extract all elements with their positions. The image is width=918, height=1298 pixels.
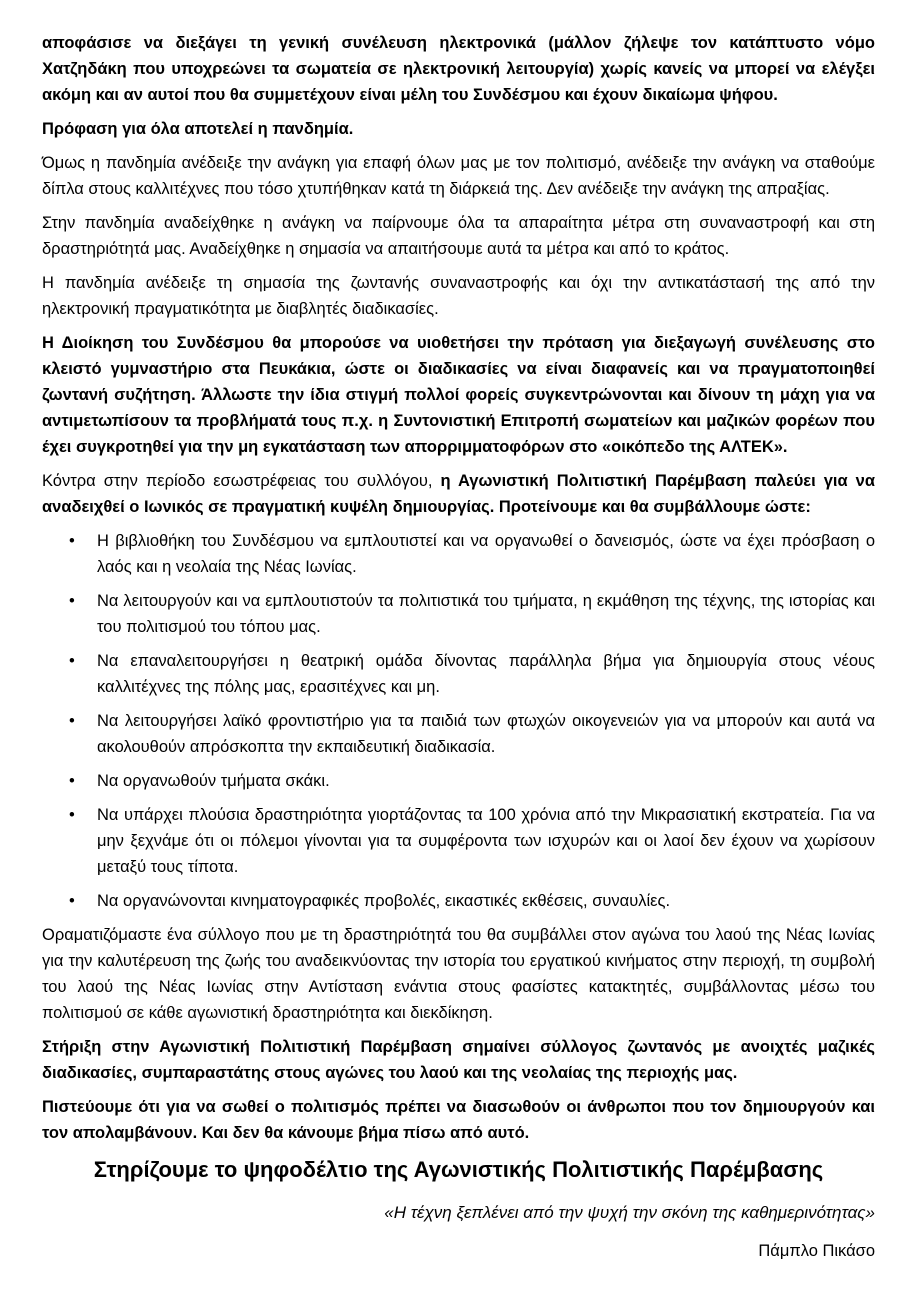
- bullet-dot-icon: •: [69, 772, 75, 790]
- bullet-item-text: Να οργανώνονται κινηματογραφικές προβολές, εικαστικές εκθέσεις, συναυλίες.: [97, 892, 671, 910]
- bullet-item-text: Να υπάρχει πλούσια δραστηριότητα γιορτάζοντας τα 100 χρόνια από την Μικρασιατική εκστρατεία. Για να μην ξεχνάμε ότι οι πόλεμοι γίνονται για τα συμφέροντα των ισχυρών και οι λαοί δεν έχουν να χωρίσουν μεταξύ τους τίποτα.: [97, 806, 875, 876]
- text-run: Οραματιζόμαστε ένα σύλλογο που με τη δραστηριότητά του θα συμβάλλει στον αγώνα του λαού της Νέας Ιωνίας για την καλυτέρευση της ζωής του αναδεικνύοντας την ιστορία του εργατικού κινήματος στην περιοχή, τη συμβολή του λαού της Νέας Ιωνίας στην Αντίσταση ενάντια στους φασίστες κατακτητές, συμβάλλοντας μέσω του πολιτισμού σε κάθε αγωνιστική δραστηριότητα και διεκδίκηση.: [42, 926, 875, 1022]
- bullet-item: [69, 528, 875, 580]
- paragraph: [42, 922, 875, 1026]
- paragraph: [42, 1034, 875, 1086]
- bullet-item: [69, 588, 875, 640]
- bullet-item: [69, 648, 875, 700]
- text-run: «Η τέχνη ξεπλένει από την ψυχή την σκόνη της καθημερινότητας»: [384, 1203, 875, 1222]
- bullet-item-text: Να επαναλειτουργήσει η θεατρική ομάδα δίνοντας παράλληλα βήμα για δημιουργία στους νέους καλλιτέχνες της πόλης μας, ερασιτέχνες και μη.: [97, 652, 875, 696]
- paragraph: [42, 30, 875, 108]
- text-run: Στηρίζουμε το ψηφοδέλτιο της Αγωνιστικής Πολιτιστικής Παρέμβασης: [93, 1157, 824, 1182]
- text-run: Πάμπλο Πικάσο: [758, 1242, 875, 1260]
- text-run: Πιστεύουμε ότι για να σωθεί ο πολιτισμός πρέπει να διασωθούν οι άνθρωποι που τον δημιουργούν και τον απολαμβάνουν. Και δεν θα κάνουμε βήμα πίσω από αυτό.: [42, 1098, 875, 1142]
- bullet-item-text: Να λειτουργούν και να εμπλουτιστούν τα πολιτιστικά του τμήματα, η εκμάθηση της τέχνης, της ιστορίας και του πολιτισμού του τόπου μας.: [97, 592, 875, 636]
- section-heading: [42, 1154, 875, 1186]
- bullet-dot-icon: •: [69, 892, 75, 910]
- paragraph: [42, 330, 875, 460]
- bullet-item-text: Να οργανωθούν τμήματα σκάκι.: [97, 772, 330, 790]
- bullet-item: [69, 708, 875, 760]
- bullet-list: [42, 528, 875, 914]
- bullet-dot-icon: •: [69, 806, 75, 824]
- paragraph: [42, 116, 875, 142]
- text-run: αποφάσισε να διεξάγει τη γενική συνέλευση ηλεκτρονικά (μάλλον ζήλεψε τον κατάπτυστο νόμο Χατζηδάκη που υποχρεώνει τα σωματεία σε ηλεκτρονική λειτουργία) χωρίς κανείς να μπορεί να ελέγξει ακόμη και αν αυτοί που θα συμμετέχουν είναι μέλη του Συνδέσμου και έχουν δικαίωμα ψήφου.: [42, 34, 875, 104]
- paragraph: [42, 270, 875, 322]
- bullet-dot-icon: •: [69, 592, 75, 610]
- bullet-item-text: Να λειτουργήσει λαϊκό φροντιστήριο για τα παιδιά των φτωχών οικογενειών για να μπορούν και αυτά να ακολουθούν απρόσκοπτα την εκπαιδευτική διαδικασία.: [97, 712, 875, 756]
- bullet-item: [69, 802, 875, 880]
- quote-line: [42, 1200, 875, 1226]
- text-run: η Αγωνιστική Πολιτιστική Παρέμβαση παλεύει για να αναδειχθεί ο Ιωνικός σε πραγματική κυψέλη δημιουργίας. Προτείνουμε και θα συμβάλλουμε ώστε:: [42, 472, 875, 516]
- text-run: Στήριξη στην Αγωνιστική Πολιτιστική Παρέμβαση σημαίνει σύλλογος ζωντανός με ανοιχτές μαζικές διαδικασίες, συμπαραστάτης στους αγώνες του λαού και της νεολαίας της περιοχής μας.: [42, 1038, 875, 1082]
- text-run: Όμως η πανδημία ανέδειξε την ανάγκη για επαφή όλων μας με τον πολιτισμό, ανέδειξε την ανάγκη να σταθούμε δίπλα στους καλλιτέχνες που τόσο χτυπήθηκαν κατά τη διάρκειά της. Δεν ανέδειξε την ανάγκη της απραξίας.: [42, 154, 875, 198]
- paragraph: [42, 210, 875, 262]
- paragraph: [42, 468, 875, 520]
- bullet-dot-icon: •: [69, 532, 75, 550]
- text-run: Στην πανδημία αναδείχθηκε η ανάγκη να παίρνουμε όλα τα απαραίτητα μέτρα στη συναναστροφή και στη δραστηριότητά μας. Αναδείχθηκε η σημασία να απαιτήσουμε αυτά τα μέτρα και από το κράτος.: [42, 214, 875, 258]
- bullet-item: [69, 768, 875, 794]
- text-run: Η Διοίκηση του Συνδέσμου θα μπορούσε να υιοθετήσει την πρόταση για διεξαγωγή συνέλευσης στο κλειστό γυμναστήριο στα Πευκάκια, ώστε οι διαδικασίες να είναι διαφανείς και να πραγματοποιηθεί ζωντανή συζήτηση. Άλλωστε την ίδια στιγμή πολλοί φορείς συγκεντρώνονται και δίνουν τη μάχη για να αντιμετωπίσουν τα προβλήματά τους π.χ. η Συντονιστική Επιτροπή σωματείων και μαζικών φορέων που έχει συγκροτηθεί για την μη εγκατάσταση των απορριμματοφόρων στο «οικόπεδο της ΑΛΤΕΚ».: [42, 334, 875, 456]
- document-body: [42, 30, 875, 1264]
- paragraph: [42, 150, 875, 202]
- bullet-dot-icon: •: [69, 652, 75, 670]
- bullet-dot-icon: •: [69, 712, 75, 730]
- text-run: Πρόφαση για όλα αποτελεί η πανδημία.: [42, 120, 354, 138]
- paragraph: [42, 1094, 875, 1146]
- quote-attribution: [42, 1238, 875, 1264]
- text-run: Κόντρα στην περίοδο εσωστρέφειας του συλλόγου,: [42, 472, 441, 490]
- bullet-item-text: Η βιβλιοθήκη του Συνδέσμου να εμπλουτιστεί και να οργανωθεί ο δανεισμός, ώστε να έχει πρόσβαση ο λαός και η νεολαία της Νέας Ιωνίας.: [97, 532, 875, 576]
- bullet-item: [69, 888, 875, 914]
- text-run: Η πανδημία ανέδειξε τη σημασία της ζωντανής συναναστροφής και όχι την αντικατάστασή της από την ηλεκτρονική πραγματικότητα με διαβλητές διαδικασίες.: [42, 274, 875, 318]
